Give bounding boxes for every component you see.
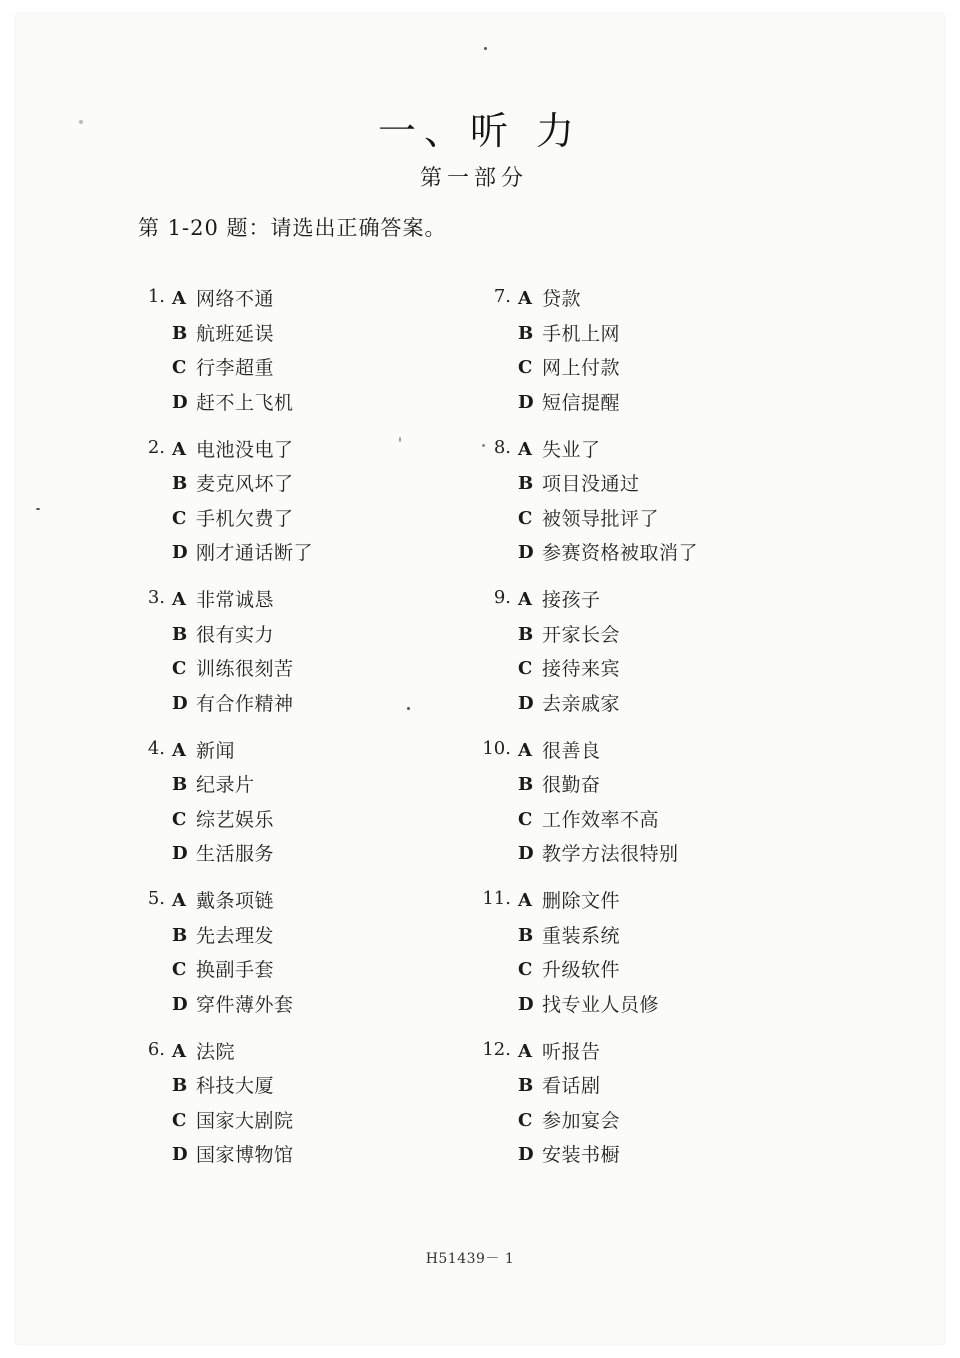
question-item <box>136 286 476 437</box>
question-number: 2. <box>147 436 165 458</box>
option-letter: A <box>518 589 532 610</box>
answer-option <box>518 772 679 807</box>
option-letter: C <box>518 808 533 830</box>
option-text: 短信提醒 <box>542 391 621 414</box>
answer-option <box>518 923 659 958</box>
option-letter: C <box>172 357 187 378</box>
option-letter: B <box>172 623 188 645</box>
answer-options <box>518 888 659 1026</box>
option-text: 国家博物馆 <box>196 1144 294 1166</box>
answer-option <box>518 587 620 622</box>
answer-option <box>172 622 294 657</box>
option-text: 先去理发 <box>196 924 275 947</box>
answer-options <box>172 888 294 1026</box>
option-text: 行李超重 <box>196 357 275 379</box>
question-item <box>136 587 476 738</box>
option-text: 生活服务 <box>196 843 275 865</box>
option-letter: D <box>172 993 188 1015</box>
answer-options <box>172 1039 294 1177</box>
option-text: 教学方法很特别 <box>542 843 679 865</box>
question-number: 8. <box>493 436 511 458</box>
option-text: 手机欠费了 <box>196 507 294 530</box>
option-text: 有合作精神 <box>196 692 294 715</box>
answer-option <box>518 841 679 876</box>
answer-option <box>518 437 698 472</box>
option-text: 删除文件 <box>542 890 621 912</box>
option-letter: B <box>172 774 188 795</box>
answer-option <box>172 1073 294 1108</box>
answer-options <box>518 1039 620 1177</box>
question-item <box>482 1039 822 1190</box>
question-item <box>136 888 476 1039</box>
option-letter: C <box>518 507 533 529</box>
answer-option <box>518 807 679 842</box>
option-text: 接待来宾 <box>542 658 621 680</box>
option-letter: A <box>518 739 532 761</box>
option-letter: B <box>518 473 534 494</box>
option-text: 接孩子 <box>542 589 601 611</box>
answer-option <box>518 506 698 541</box>
option-letter: B <box>518 1075 534 1096</box>
answer-option <box>172 1108 294 1143</box>
option-letter: D <box>172 391 188 413</box>
option-text: 很有实力 <box>196 623 275 646</box>
questions-right-column <box>482 286 822 1189</box>
answer-option <box>172 321 294 356</box>
answer-option <box>172 772 274 807</box>
option-text: 找专业人员修 <box>542 993 660 1016</box>
answer-options <box>518 437 698 575</box>
option-text: 网络不通 <box>196 288 275 310</box>
answer-option <box>518 888 659 923</box>
option-text: 刚才通话断了 <box>196 542 314 564</box>
answer-option <box>518 738 679 773</box>
option-text: 去亲戚家 <box>542 692 621 715</box>
question-number: 11. <box>482 888 511 909</box>
question-number: 6. <box>147 1038 165 1060</box>
answer-option <box>172 992 294 1027</box>
answer-option <box>518 622 620 657</box>
option-text: 科技大厦 <box>196 1075 275 1097</box>
option-letter: C <box>172 1109 187 1131</box>
answer-option <box>518 321 620 356</box>
option-letter: B <box>172 322 188 344</box>
option-letter: D <box>172 1144 188 1165</box>
option-letter: A <box>518 890 532 911</box>
page-footer: H51439－ 1 <box>425 1251 515 1267</box>
answer-option <box>172 807 274 842</box>
answer-option <box>518 1073 620 1108</box>
question-number: 10. <box>482 737 511 759</box>
option-text: 电池没电了 <box>196 438 294 461</box>
answer-options <box>172 437 313 575</box>
option-text: 麦克风坏了 <box>196 473 294 495</box>
option-text: 很勤奋 <box>542 774 601 796</box>
option-text: 工作效率不高 <box>542 808 660 831</box>
answer-options <box>518 286 620 424</box>
scan-speck <box>36 508 40 510</box>
option-letter: A <box>172 1040 186 1062</box>
option-letter: D <box>518 1144 534 1165</box>
answer-options <box>172 587 294 725</box>
option-text: 换副手套 <box>196 959 275 981</box>
section-title: 一、听 力 <box>377 109 583 153</box>
option-letter: D <box>518 391 534 413</box>
option-letter: B <box>518 924 534 946</box>
scan-speck <box>484 47 487 50</box>
answer-option <box>518 390 620 425</box>
answer-option <box>518 957 659 992</box>
option-letter: A <box>518 288 532 309</box>
answer-option <box>172 1039 294 1074</box>
option-letter: A <box>172 288 186 309</box>
option-text: 很善良 <box>542 739 601 762</box>
option-text: 安装书橱 <box>542 1144 621 1166</box>
option-letter: D <box>518 692 534 714</box>
answer-option <box>172 587 294 622</box>
option-text: 重装系统 <box>542 924 621 947</box>
answer-option <box>172 390 294 425</box>
option-letter: D <box>518 993 534 1015</box>
option-letter: A <box>172 739 186 761</box>
option-text: 法院 <box>196 1040 236 1063</box>
option-letter: D <box>518 843 534 864</box>
option-letter: A <box>172 438 186 460</box>
option-text: 贷款 <box>542 288 582 310</box>
option-letter: A <box>172 890 186 911</box>
question-item <box>136 1039 476 1190</box>
answer-option <box>518 992 659 1027</box>
questions-left-column <box>136 286 476 1189</box>
option-letter: B <box>518 774 534 795</box>
answer-option <box>172 437 313 472</box>
option-letter: C <box>172 507 187 529</box>
option-letter: C <box>518 357 533 378</box>
answer-options <box>518 738 679 876</box>
question-number: 3. <box>147 587 165 608</box>
answer-option <box>172 841 274 876</box>
answer-option <box>518 471 698 506</box>
option-text: 穿件薄外套 <box>196 993 294 1016</box>
answer-option <box>518 1108 620 1143</box>
question-number: 9. <box>493 587 511 608</box>
option-letter: C <box>172 658 187 679</box>
answer-option <box>172 471 313 506</box>
question-item <box>482 286 822 437</box>
option-letter: A <box>172 589 186 610</box>
option-letter: D <box>518 542 534 563</box>
option-letter: A <box>518 438 532 460</box>
instructions: 第 1-20 题：请选出正确答案。 <box>138 216 447 240</box>
option-text: 参赛资格被取消了 <box>542 542 699 564</box>
option-text: 纪录片 <box>196 774 255 796</box>
option-letter: D <box>172 542 188 563</box>
part-title: 第一部分 <box>419 166 528 191</box>
option-text: 听报告 <box>542 1040 601 1063</box>
question-item <box>482 437 822 588</box>
question-item <box>136 437 476 588</box>
question-number: 12. <box>482 1038 511 1060</box>
answer-option <box>172 286 294 321</box>
answer-option <box>518 691 620 726</box>
answer-option <box>172 506 313 541</box>
option-text: 失业了 <box>542 438 601 461</box>
answer-option <box>172 957 294 992</box>
option-text: 综艺娱乐 <box>196 808 275 831</box>
option-text: 开家长会 <box>542 623 621 646</box>
question-number: 7. <box>493 286 511 307</box>
option-letter: B <box>172 924 188 946</box>
option-text: 参加宴会 <box>542 1109 621 1132</box>
question-item <box>136 738 476 889</box>
answer-option <box>518 540 698 575</box>
answer-option <box>518 286 620 321</box>
answer-option <box>172 923 294 958</box>
answer-option <box>172 738 274 773</box>
answer-option <box>518 1142 620 1177</box>
option-text: 国家大剧院 <box>196 1109 294 1132</box>
answer-option <box>172 1142 294 1177</box>
option-letter: B <box>518 623 534 645</box>
option-letter: D <box>172 843 188 864</box>
option-text: 新闻 <box>196 739 236 762</box>
option-text: 升级软件 <box>542 959 621 981</box>
option-letter: C <box>172 808 187 830</box>
option-text: 赶不上飞机 <box>196 391 294 414</box>
option-text: 被领导批评了 <box>542 507 660 530</box>
option-letter: B <box>518 322 534 344</box>
option-letter: A <box>518 1040 532 1062</box>
option-text: 手机上网 <box>542 322 621 345</box>
option-letter: B <box>172 1075 188 1096</box>
option-letter: C <box>518 1109 533 1131</box>
question-item <box>482 587 822 738</box>
option-letter: C <box>172 959 187 980</box>
option-letter: B <box>172 473 188 494</box>
answer-options <box>172 738 274 876</box>
option-text: 项目没通过 <box>542 473 640 495</box>
option-letter: C <box>518 658 533 679</box>
answer-option <box>172 656 294 691</box>
question-number: 1. <box>147 286 165 307</box>
answer-options <box>518 587 620 725</box>
answer-option <box>518 656 620 691</box>
option-text: 非常诚恳 <box>196 589 275 611</box>
option-text: 戴条项链 <box>196 890 275 912</box>
option-text: 航班延误 <box>196 322 275 345</box>
question-item <box>482 888 822 1039</box>
question-item <box>482 738 822 889</box>
answer-option <box>518 355 620 390</box>
answer-option <box>172 888 294 923</box>
answer-options <box>172 286 294 424</box>
answer-option <box>518 1039 620 1074</box>
option-text: 网上付款 <box>542 357 621 379</box>
option-letter: C <box>518 959 533 980</box>
option-text: 看话剧 <box>542 1075 601 1097</box>
option-text: 训练很刻苦 <box>196 658 294 680</box>
question-number: 4. <box>147 737 165 759</box>
answer-option <box>172 540 313 575</box>
question-number: 5. <box>147 888 165 909</box>
answer-option <box>172 355 294 390</box>
answer-option <box>172 691 294 726</box>
option-letter: D <box>172 692 188 714</box>
